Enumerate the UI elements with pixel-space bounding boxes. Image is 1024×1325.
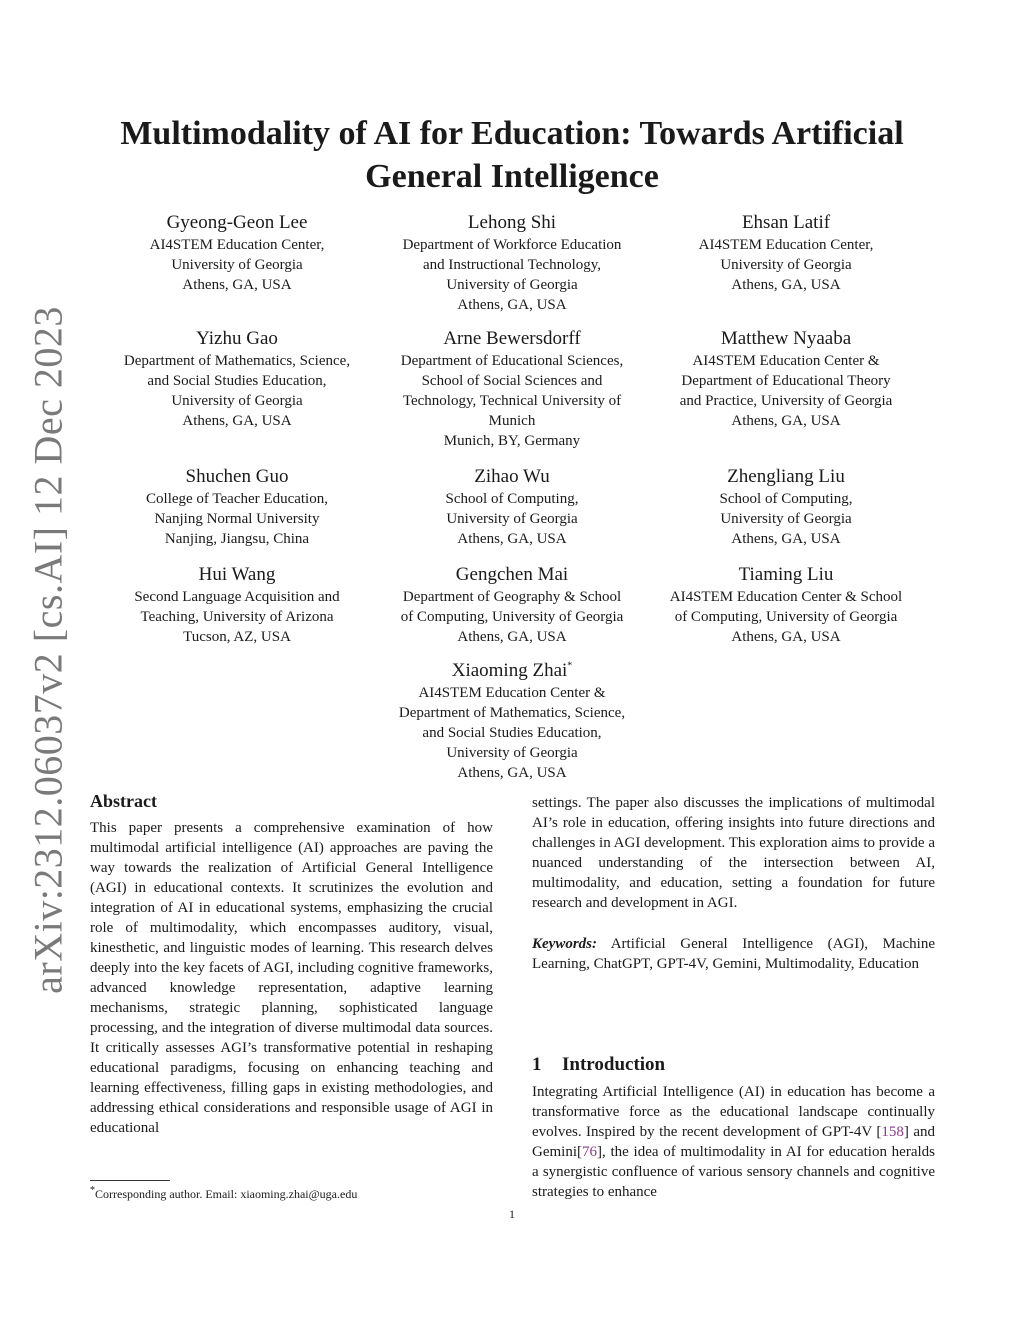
author-affiliation-line: AI4STEM Education Center & (692, 353, 880, 369)
author-affiliation-line: Athens, GA, USA (457, 297, 567, 313)
author (656, 465, 916, 549)
author-affiliation-line: Athens, GA, USA (731, 531, 841, 547)
author-affiliation-line: Athens, GA, USA (182, 277, 292, 293)
citation-link[interactable]: 158 (881, 1124, 904, 1140)
abstract-heading: Abstract (90, 791, 157, 811)
author-name: Arne Bewersdorff (443, 328, 581, 349)
footnote-divider (90, 1180, 170, 1181)
citation-link[interactable]: 76 (582, 1144, 597, 1160)
author-affiliation-line: School of Computing, (719, 491, 853, 507)
author-affiliation-line: Nanjing Normal University (154, 511, 320, 527)
arxiv-identifier: arXiv:2312.06037v2 [cs.AI] 12 Dec 2023 (25, 306, 71, 994)
author-affiliation-line: University of Georgia (171, 393, 303, 409)
footnote-mark: * (90, 1185, 95, 1196)
author-affiliation-line: University of Georgia (720, 511, 852, 527)
author-affiliation-line: School of Social Sciences and (421, 373, 603, 389)
keywords-text: Artificial General Intelligence (AGI), Machine Learning, ChatGPT, GPT-4V, Gemini, Multimodality, Education (532, 936, 935, 972)
author (107, 211, 367, 295)
author-affiliation-line: AI4STEM Education Center, (149, 237, 325, 253)
author-affiliation-line: Department of Workforce Education (402, 237, 622, 253)
author-affiliation-line: Athens, GA, USA (731, 413, 841, 429)
intro-text-part: ], the idea of multimodality in AI for education heralds a synergistic confluence of various sensory channels and cognitive strategies to enhance (532, 1144, 935, 1200)
author-affiliation-line: AI4STEM Education Center, (698, 237, 874, 253)
author-affiliation-line: Athens, GA, USA (731, 629, 841, 645)
author-affiliation-line: AI4STEM Education Center & (418, 685, 606, 701)
footnote (90, 1186, 357, 1202)
author-name: Zhengliang Liu (727, 466, 845, 487)
author (656, 327, 916, 431)
author-affiliation-line: Athens, GA, USA (457, 531, 567, 547)
author-name-line (382, 659, 642, 682)
author-affiliation-line: Munich (488, 413, 536, 429)
author (382, 465, 642, 549)
author-affiliation-line: Athens, GA, USA (731, 277, 841, 293)
author-affiliation-line: Second Language Acquisition and (134, 589, 340, 605)
title-line-2: General Intelligence (365, 158, 659, 195)
section-heading-introduction (532, 1054, 665, 1076)
author-affiliation-line: Munich, BY, Germany (443, 433, 581, 449)
footnote-text: Corresponding author. Email: xiaoming.zhai@uga.edu (95, 1187, 358, 1201)
author-affiliation-line: of Computing, University of Georgia (674, 609, 898, 625)
author-affiliation-line: AI4STEM Education Center & School (669, 589, 903, 605)
author-affiliation-line: Department of Mathematics, Science, (398, 705, 626, 721)
keywords (532, 934, 935, 974)
author (107, 563, 367, 647)
author-name: Lehong Shi (467, 212, 557, 233)
keywords-label: Keywords: (532, 936, 597, 952)
author-affiliation-line: University of Georgia (446, 511, 578, 527)
author (107, 465, 367, 549)
section-number: 1 (532, 1054, 542, 1075)
author-affiliation-line: Tucson, AZ, USA (183, 629, 291, 645)
corresponding-author-mark: * (567, 660, 573, 672)
abstract-text-right: settings. The paper also discusses the implications of multimodal AI’s role in education, offering insights into future directions and challenges in AGI development. This exploration aims to provide a nuanced understanding of the intersection between AI, multimodality, and education, setting a foundation for future research and development in AGI. (532, 795, 935, 911)
author-name: Matthew Nyaaba (720, 328, 852, 349)
author-affiliation-line: and Social Studies Education, (147, 373, 327, 389)
abstract-text-left: This paper presents a comprehensive examination of how multimodal artificial intelligence (AI) approaches are paving the way towards the realization of Artificial General Intelligence (AGI) in educational contexts. It scrutinizes the evolution and integration of AI in educational systems, emphasizing the crucial role of multimodality, which encompasses auditory, visual, kinesthetic, and linguistic modes of learning. This research delves deeply into the key facets of AGI, including cognitive frameworks, advanced knowledge representation, adaptive learning mechanisms, strategic planning, sophisticated language processing, and the integration of diverse multimodal data sources. It critically assesses AGI’s transformative potential in reshaping educational paradigms, focusing on enhancing teaching and learning effectiveness, filling gaps in existing methodologies, and addressing ethical considerations and responsible usage of AGI in educational (90, 820, 493, 1136)
author-name: Xiaoming Zhai (451, 660, 568, 681)
author-affiliation-line: Department of Educational Sciences, (400, 353, 624, 369)
author-affiliation-line: and Instructional Technology, (422, 257, 602, 273)
author-name: Gengchen Mai (455, 564, 569, 585)
author (656, 563, 916, 647)
author-affiliation-line: University of Georgia (446, 277, 578, 293)
author-affiliation-line: and Social Studies Education, (422, 725, 602, 741)
paper-title (70, 112, 954, 198)
title-line-1: Multimodality of AI for Education: Towards Artificial (120, 115, 904, 152)
author-affiliation-line: Athens, GA, USA (457, 765, 567, 781)
introduction-text (532, 1082, 935, 1202)
author-affiliation-line: Department of Mathematics, Science, (123, 353, 351, 369)
author-affiliation-line: University of Georgia (171, 257, 303, 273)
author-affiliation-line: Teaching, University of Arizona (140, 609, 334, 625)
author-affiliation-line: Athens, GA, USA (182, 413, 292, 429)
author-name: Shuchen Guo (185, 466, 289, 487)
author-affiliation-line: University of Georgia (446, 745, 578, 761)
intro-text-part: ] and Gemini[ (532, 1124, 936, 1160)
intro-text-part: Integrating Artificial Intelligence (AI) in education has become a transformative force as the educational landscape continually evolves. Inspired by the recent development of GPT-4V [ (532, 1084, 935, 1140)
author-affiliation-line: Department of Educational Theory (681, 373, 891, 389)
page-number: 1 (509, 1207, 515, 1221)
author-affiliation-line: University of Georgia (720, 257, 852, 273)
author (382, 327, 642, 451)
author (382, 563, 642, 647)
author-affiliation-line: of Computing, University of Georgia (400, 609, 624, 625)
author (107, 327, 367, 431)
author-affiliation-line: School of Computing, (445, 491, 579, 507)
author-name: Zihao Wu (474, 466, 550, 487)
author-affiliation-line: Athens, GA, USA (457, 629, 567, 645)
author (382, 211, 642, 315)
author-affiliation-line: Technology, Technical University of (402, 393, 622, 409)
author-affiliation-line: College of Teacher Education, (146, 491, 328, 507)
author-name: Hui Wang (198, 564, 276, 585)
author-name: Gyeong-Geon Lee (166, 212, 308, 233)
author-affiliation-line: Nanjing, Jiangsu, China (164, 531, 310, 547)
author-name: Tiaming Liu (738, 564, 834, 585)
author-affiliation-line: and Practice, University of Georgia (679, 393, 893, 409)
author-name: Yizhu Gao (196, 328, 278, 349)
section-title: Introduction (562, 1054, 666, 1075)
author-affiliation-line: Department of Geography & School (402, 589, 622, 605)
author (656, 211, 916, 295)
author (382, 659, 642, 783)
author-name: Ehsan Latif (741, 212, 831, 233)
